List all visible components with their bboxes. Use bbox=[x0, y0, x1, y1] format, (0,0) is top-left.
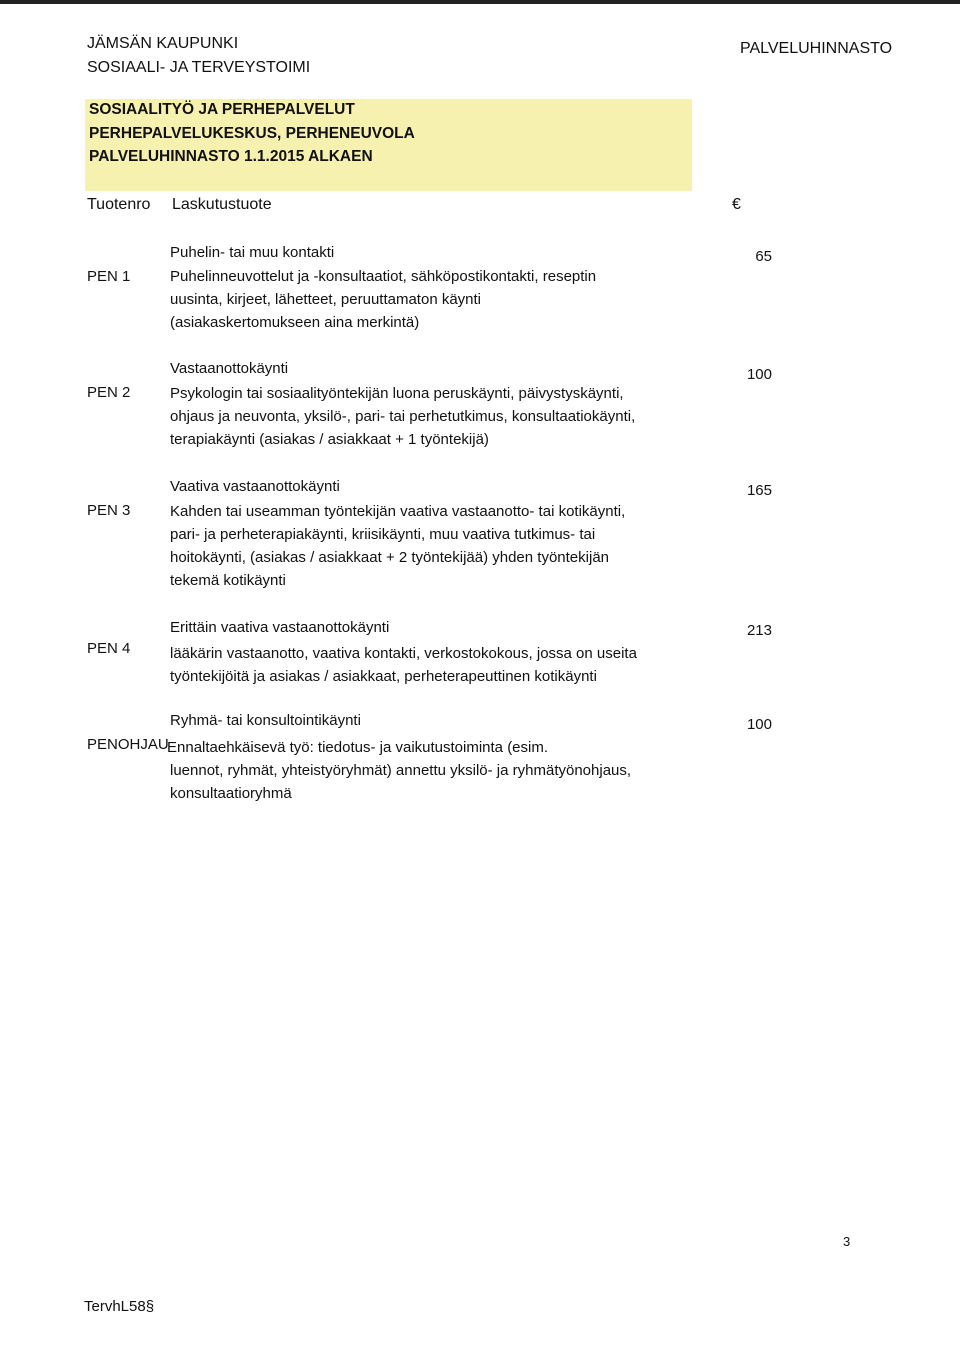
document-type-label: PALVELUHINNASTO bbox=[740, 40, 893, 57]
column-header-price: € bbox=[732, 196, 741, 213]
page-number: 3 bbox=[843, 1234, 851, 1249]
row-3-title: Vaativa vastaanottokäynti bbox=[170, 478, 340, 495]
row-3-line-4: tekemä kotikäynti bbox=[170, 572, 286, 589]
row-4-line-1: lääkärin vastaanotto, vaativa kontakti, verkostokokous, jossa on useita bbox=[170, 645, 637, 662]
row-1-line-1: Puhelinneuvottelut ja -konsultaatiot, sähköpostikontakti, reseptin bbox=[170, 268, 597, 285]
column-header-code: Tuotenro bbox=[87, 196, 151, 213]
banner-line-1: SOSIAALITYÖ JA PERHEPALVELUT bbox=[89, 101, 355, 118]
row-5-line-3: konsultaatioryhmä bbox=[170, 785, 292, 802]
row-2-code: PEN 2 bbox=[87, 384, 131, 401]
row-1-code: PEN 1 bbox=[87, 268, 131, 285]
row-5-line-2: luennot, ryhmät, yhteistyöryhmät) annettu yksilö- ja ryhmätyönohjaus, bbox=[170, 762, 632, 779]
row-4-description bbox=[170, 642, 710, 688]
banner-line-2: PERHEPALVELUKESKUS, PERHENEUVOLA bbox=[89, 125, 415, 142]
row-1-price: 65 bbox=[755, 248, 772, 265]
organization-header bbox=[87, 32, 310, 80]
row-1-description bbox=[170, 265, 710, 334]
row-2-description bbox=[170, 382, 710, 451]
row-5-code: PENOHJAU bbox=[87, 736, 169, 753]
row-4-title: Erittäin vaativa vastaanottokäynti bbox=[170, 619, 390, 636]
banner-line-3: PALVELUHINNASTO 1.1.2015 ALKAEN bbox=[89, 148, 373, 165]
row-3-price: 165 bbox=[746, 482, 772, 499]
org-name: JÄMSÄN KAUPUNKI bbox=[87, 35, 239, 52]
top-border bbox=[0, 0, 960, 4]
row-3-description bbox=[170, 500, 710, 592]
row-1-line-2: uusinta, kirjeet, lähetteet, peruuttamaton käynti bbox=[170, 291, 482, 308]
column-header-product: Laskutustuote bbox=[172, 196, 272, 213]
org-department: SOSIAALI- JA TERVEYSTOIMI bbox=[87, 59, 311, 76]
title-banner bbox=[85, 99, 692, 191]
row-1-line-3: (asiakaskertomukseen aina merkintä) bbox=[170, 314, 420, 331]
row-4-line-2: työntekijöitä ja asiakas / asiakkaat, perheterapeuttinen kotikäynti bbox=[170, 668, 597, 685]
row-2-price: 100 bbox=[746, 366, 772, 383]
row-1-title: Puhelin- tai muu kontakti bbox=[170, 244, 335, 261]
row-2-title: Vastaanottokäynti bbox=[170, 360, 289, 377]
row-4-price: 213 bbox=[746, 622, 772, 639]
row-5-description bbox=[167, 736, 710, 805]
row-5-price: 100 bbox=[746, 716, 772, 733]
row-3-code: PEN 3 bbox=[87, 502, 131, 519]
row-2-line-3: terapiakäynti (asiakas / asiakkaat + 1 työntekijä) bbox=[170, 431, 489, 448]
row-3-line-2: pari- ja perheterapiakäynti, kriisikäynti, muu vaativa tutkimus- tai bbox=[170, 526, 596, 543]
row-4-code: PEN 4 bbox=[87, 640, 131, 657]
row-5-title: Ryhmä- tai konsultointikäynti bbox=[170, 712, 361, 729]
row-2-line-1: Psykologin tai sosiaalityöntekijän luona peruskäynti, päivystyskäynti, bbox=[170, 385, 624, 402]
row-3-line-3: hoitokäynti, (asiakas / asiakkaat + 2 työntekijää) yhden työntekijän bbox=[170, 549, 609, 566]
row-2-line-2: ohjaus ja neuvonta, yksilö-, pari- tai perhetutkimus, konsultaatiokäynti, bbox=[170, 408, 636, 425]
row-5-line-1: Ennaltaehkäisevä työ: tiedotus- ja vaikutustoiminta (esim. bbox=[167, 739, 549, 756]
row-3-line-1: Kahden tai useamman työntekijän vaativa vastaanotto- tai kotikäynti, bbox=[170, 503, 626, 520]
footer-code: TervhL58§ bbox=[84, 1298, 155, 1315]
